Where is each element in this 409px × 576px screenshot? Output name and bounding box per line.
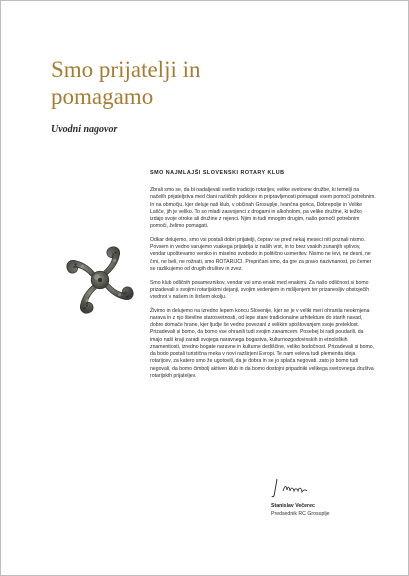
paragraph: Odkar delujemo, smo vsi postali dobri prijatelji, čeprav se pred nekaj meseci niti poznali nismo. Povsem in vedno varujemo vsakega prijatelja iz naših vrst, in to brez vsakih zunanjih vplivov, vendar upoštevamo versko in miselno svobodo in politično usmeritev. Nismo ne levi, ne desni, ne črni, ne beli, ne rožnati, smo ROTARIJCI. Prepričani smo, da gre za pravo nazivnanost, po čemer se razlikujemo od drugih društev in zvez. (150, 236, 372, 272)
signer-role: Predsednik RC Grosuplje (271, 511, 330, 517)
paragraph: Zbrali smo se, da bi nadaljevali svetlo tradicijo rotarijev, velike svetovne družbe, ki temelji na načelih prijateljstva med člani različnih poklicev in pripravljenosti pomagati vsem pomoči potrebnim. In na območju, kjer deluje naš klub, v občinah Grosuplje, Ivančna gorica, Dobrepolje in Velike Lašče, jih je veliko. To so mladi zasvojenci z drogami in alkoholom, pa velike družine, ki težko izdajo svoje otroke ali družine z rejenci. Njim in tudi mnogim drugim, našo pomoči potrebnim pomoči, želimo pomagati. (150, 187, 376, 230)
signature-image (269, 475, 329, 499)
body-text (150, 187, 376, 387)
paragraph: Smo klub odličnih posameznikov, vendar vsi smo enaki med enakimi. Za našo odličnost si bomo prizadevali s svojimi rotarijskimi dejanji, svojim vedenjem in mišljenjem ter prizanesljiv obstoječih vrednot v našem in širšem okolju. (150, 279, 370, 301)
page-title: Smo prijatelji in pomagamo (51, 57, 201, 109)
artifact-image (61, 240, 139, 320)
page-subtitle: Uvodni nagovor (51, 124, 118, 135)
section-heading: SMO NAJMLAJŠI SLOVENSKI ROTARY KLUB (150, 170, 285, 176)
signature-block (259, 475, 359, 525)
signer-name: Stanislav Večerec (271, 503, 315, 509)
paragraph: Živimo in delujemo na izredno lepem koncu Slovenije, kjer se je v veliki meri ohranila neokrnjena narava in z njo številne starosvetnosti, od lepe stare tradicionalne arhitekture do starih navad, dobre domače hrane, kjer ljudje še vedno povezani z velikim spoštovanjem svoje preteklost. Prizadevali si bomo, da bomo vse ohranili tudi svojim zanamcem. Posebej bi radi poudarili, da imajo naši kraji zaradi svojega naravnega bogastva, kulturnozgodovinskih in etnoloških znamenitosti, izredno bogate naravne in kulturne dediščine, veliko bodočnost. Prizadevali si bomo, da bodo postali turistična meka v novi razširjeni Evropi. Te nam veleva tudi plemenita ideja rotarijcev, za katero smo že ugotovili, da je dobra in se jo splača negovati. zato jo bomo tudi negovali, da bomo čimbolj aktiven klub in da bomo dostojni pripadniki velikega svetovnega društva rotarijskih prijateljev. (150, 307, 375, 379)
